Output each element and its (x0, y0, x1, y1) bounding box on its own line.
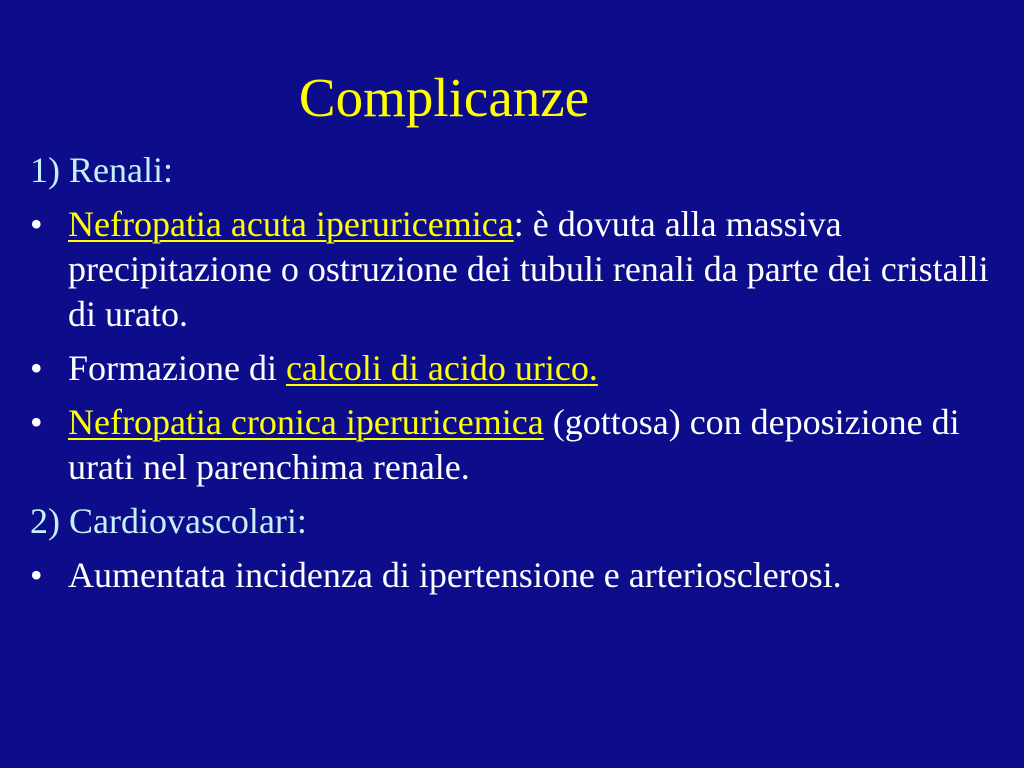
section-heading-renal: 1) Renali: (30, 150, 173, 190)
bullet-text: : è dovuta alla massiva precipitazione o ostruzione dei tubuli renali da parte dei cristalli di urato. (68, 204, 989, 334)
section-cardiovascular (30, 499, 990, 598)
bullet-icon: • (30, 402, 43, 442)
bullet-acute-nephropathy (30, 202, 990, 337)
bullet-icon: • (30, 204, 43, 244)
section-heading-cardiovascular: 2) Cardiovascolari: (30, 501, 307, 541)
link-chronic-nephropathy[interactable]: Nefropatia cronica iperuricemica (68, 402, 544, 442)
link-uric-acid-stones-suffix[interactable]: . (588, 348, 598, 388)
link-uric-acid-stones[interactable]: calcoli di acido urico (285, 348, 589, 388)
bullet-hypertension (30, 553, 990, 598)
link-acute-nephropathy[interactable]: Nefropatia acuta iperuricemica (68, 204, 514, 244)
bullet-icon: • (30, 348, 43, 388)
bullet-text: Aumentata incidenza di ipertensione e arteriosclerosi. (68, 555, 842, 595)
slide-title: Complicanze (298, 67, 590, 128)
bullet-text: Formazione di (68, 348, 286, 388)
bullet-chronic-nephropathy (30, 400, 990, 490)
bullet-text: (gottosa) con deposizione di urati nel parenchima renale. (68, 402, 960, 487)
bullet-uric-acid-stones (30, 346, 990, 391)
slide-content (30, 148, 990, 607)
bullet-icon: • (30, 555, 43, 595)
section-renal (30, 148, 990, 490)
